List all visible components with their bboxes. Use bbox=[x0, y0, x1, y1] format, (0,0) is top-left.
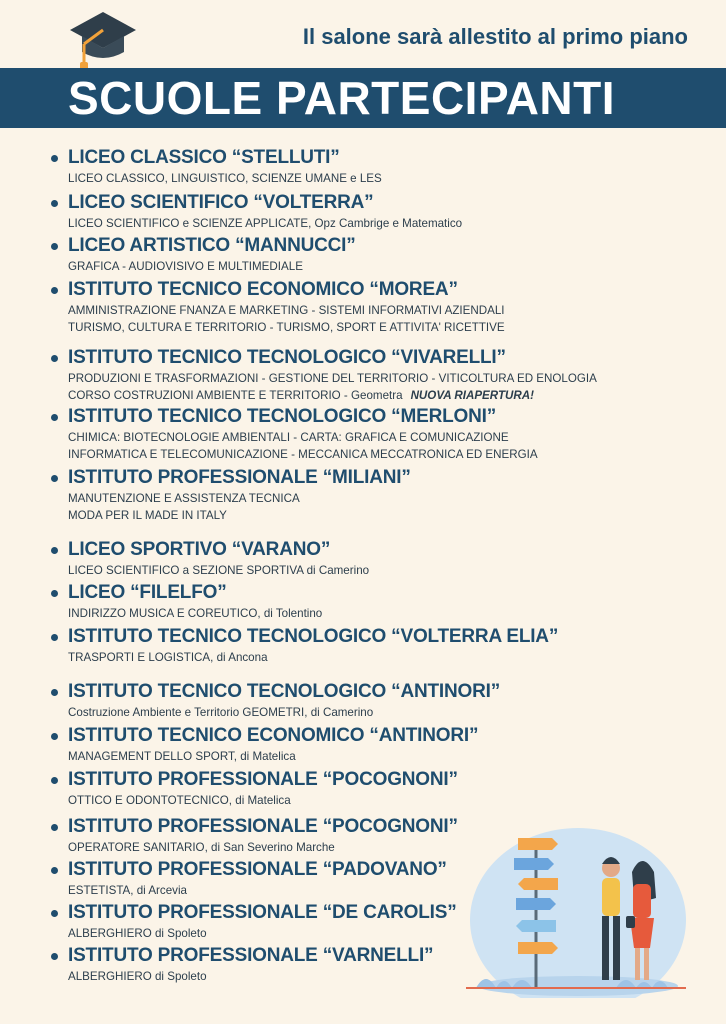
school-name: LICEO CLASSICO “STELLUTI” bbox=[68, 147, 340, 168]
school-item bbox=[0, 724, 726, 765]
school-item bbox=[0, 278, 726, 336]
school-detail-text: MANAGEMENT DELLO SPORT, di Matelica bbox=[68, 750, 296, 763]
school-item bbox=[0, 146, 726, 187]
signpost-people-illustration bbox=[466, 828, 686, 998]
school-detail-text: GRAFICA - AUDIOVISIVO E MULTIMEDIALE bbox=[68, 260, 303, 273]
school-item bbox=[0, 625, 726, 666]
school-detail bbox=[68, 215, 726, 232]
school-detail bbox=[68, 370, 726, 387]
school-item bbox=[0, 405, 726, 463]
bullet-icon bbox=[51, 287, 58, 294]
school-detail-text: ALBERGHIERO di Spoleto bbox=[68, 970, 207, 983]
school-item bbox=[0, 346, 726, 404]
school-detail-text: LICEO SCIENTIFICO a SEZIONE SPORTIVA di Camerino bbox=[68, 564, 370, 577]
school-name: ISTITUTO TECNICO ECONOMICO “MOREA” bbox=[68, 279, 458, 300]
school-name: ISTITUTO PROFESSIONALE “VARNELLI” bbox=[68, 945, 434, 966]
school-detail-text: CHIMICA: BIOTECNOLOGIE AMBIENTALI - CARTA: GRAFICA E COMUNICAZIONE bbox=[68, 431, 509, 444]
bullet-icon bbox=[51, 867, 58, 874]
highlight-badge: NUOVA RIAPERTURA! bbox=[410, 389, 535, 402]
bullet-icon bbox=[51, 200, 58, 207]
school-item bbox=[0, 234, 726, 275]
school-name: ISTITUTO PROFESSIONALE “DE CAROLIS” bbox=[68, 902, 457, 923]
school-name: ISTITUTO TECNICO TECNOLOGICO “ANTINORI” bbox=[68, 681, 501, 702]
school-detail bbox=[68, 562, 726, 579]
bullet-icon bbox=[51, 355, 58, 362]
bullet-icon bbox=[51, 634, 58, 641]
school-detail-text: LICEO CLASSICO, LINGUISTICO, SCIENZE UMANE e LES bbox=[68, 172, 382, 185]
school-detail-text: TRASPORTI E LOGISTICA, di Ancona bbox=[68, 651, 268, 664]
bullet-icon bbox=[51, 243, 58, 250]
school-name: ISTITUTO TECNICO TECNOLOGICO “VOLTERRA ELIA” bbox=[68, 626, 559, 647]
bullet-icon bbox=[51, 414, 58, 421]
school-detail bbox=[68, 429, 726, 446]
school-item bbox=[0, 191, 726, 232]
school-detail-text: PRODUZIONI E TRASFORMAZIONI - GESTIONE DEL TERRITORIO - VITICOLTURA ED ENOLOGIA bbox=[68, 372, 597, 385]
title-banner bbox=[0, 68, 726, 128]
school-name: ISTITUTO PROFESSIONALE “MILIANI” bbox=[68, 467, 411, 488]
school-detail-text: TURISMO, CULTURA E TERRITORIO - TURISMO, SPORT E ATTIVITA' RICETTIVE bbox=[68, 321, 505, 334]
school-name: ISTITUTO TECNICO ECONOMICO “ANTINORI” bbox=[68, 725, 479, 746]
school-detail bbox=[68, 507, 726, 524]
school-item bbox=[0, 466, 726, 524]
bullet-icon bbox=[51, 547, 58, 554]
school-detail bbox=[68, 748, 726, 765]
school-detail bbox=[68, 170, 726, 187]
school-detail-text: Costruzione Ambiente e Territorio GEOMETRI, di Camerino bbox=[68, 706, 374, 719]
school-detail-text: INFORMATICA E TELECOMUNICAZIONE - MECCANICA MECCATRONICA ED ENERGIA bbox=[68, 448, 538, 461]
school-detail-text: ESTETISTA, di Arcevia bbox=[68, 884, 187, 897]
school-detail bbox=[68, 649, 726, 666]
graduation-cap-icon bbox=[68, 8, 138, 74]
bullet-icon bbox=[51, 824, 58, 831]
school-name: ISTITUTO TECNICO TECNOLOGICO “VIVARELLI” bbox=[68, 347, 506, 368]
school-item bbox=[0, 768, 726, 809]
school-name: LICEO “FILELFO” bbox=[68, 582, 227, 603]
bullet-icon bbox=[51, 689, 58, 696]
school-detail bbox=[68, 446, 726, 463]
bullet-icon bbox=[51, 733, 58, 740]
school-detail bbox=[68, 605, 726, 622]
school-detail-text: LICEO SCIENTIFICO e SCIENZE APPLICATE, Opz Cambrige e Matematico bbox=[68, 217, 463, 230]
school-detail-text: MANUTENZIONE E ASSISTENZA TECNICA bbox=[68, 492, 300, 505]
school-detail bbox=[68, 258, 726, 275]
school-detail bbox=[68, 302, 726, 319]
floor-note: Il salone sarà allestito al primo piano bbox=[302, 24, 688, 49]
school-detail bbox=[68, 792, 726, 809]
bullet-icon bbox=[51, 590, 58, 597]
bullet-icon bbox=[51, 475, 58, 482]
school-name: LICEO SPORTIVO “VARANO” bbox=[68, 539, 331, 560]
school-name: ISTITUTO PROFESSIONALE “POCOGNONI” bbox=[68, 816, 458, 837]
school-item bbox=[0, 680, 726, 721]
bullet-icon bbox=[51, 910, 58, 917]
school-item bbox=[0, 581, 726, 622]
school-detail bbox=[68, 387, 726, 404]
school-item bbox=[0, 538, 726, 579]
school-name: LICEO SCIENTIFICO “VOLTERRA” bbox=[68, 192, 374, 213]
school-detail bbox=[68, 490, 726, 507]
school-detail-text: MODA PER IL MADE IN ITALY bbox=[68, 509, 227, 522]
bullet-icon bbox=[51, 155, 58, 162]
school-detail-text: INDIRIZZO MUSICA E COREUTICO, di Tolentino bbox=[68, 607, 323, 620]
school-name: ISTITUTO PROFESSIONALE “PADOVANO” bbox=[68, 859, 447, 880]
school-detail-text: OTTICO E ODONTOTECNICO, di Matelica bbox=[68, 794, 291, 807]
school-detail bbox=[68, 319, 726, 336]
school-detail bbox=[68, 704, 726, 721]
school-name: ISTITUTO PROFESSIONALE “POCOGNONI” bbox=[68, 769, 458, 790]
school-detail-text: OPERATORE SANITARIO, di San Severino Marche bbox=[68, 841, 335, 854]
bullet-icon bbox=[51, 953, 58, 960]
school-name: LICEO ARTISTICO “MANNUCCI” bbox=[68, 235, 356, 256]
school-detail-text: ALBERGHIERO di Spoleto bbox=[68, 927, 207, 940]
school-name: ISTITUTO TECNICO TECNOLOGICO “MERLONI” bbox=[68, 406, 496, 427]
page-title: SCUOLE PARTECIPANTI bbox=[68, 72, 616, 124]
school-detail-text: AMMINISTRAZIONE FNANZA E MARKETING - SISTEMI INFORMATIVI AZIENDALI bbox=[68, 304, 505, 317]
bullet-icon bbox=[51, 777, 58, 784]
school-detail-text: CORSO COSTRUZIONI AMBIENTE E TERRITORIO - Geometra bbox=[68, 389, 403, 402]
